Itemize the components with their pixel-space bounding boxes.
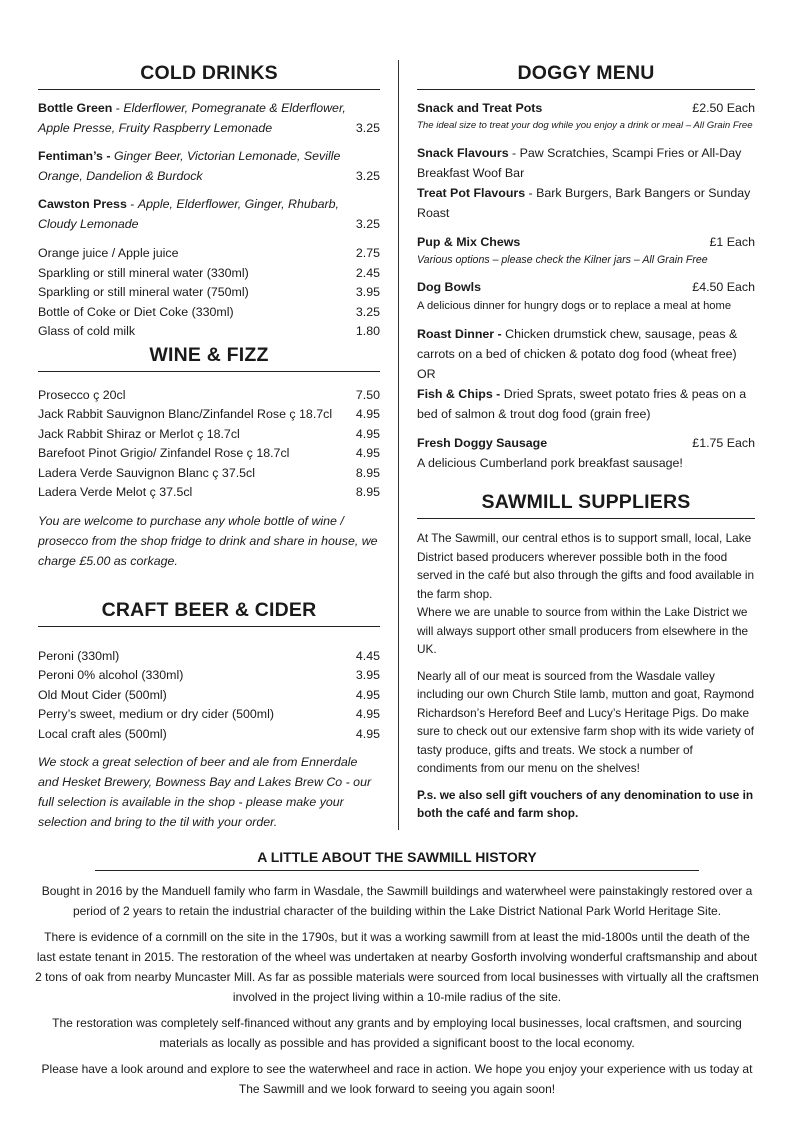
item-description: - Paw Scratchies, Scampi Fries or All-Day Breakfast Woof Bar — [417, 146, 742, 180]
doggy-menu-title: DOGGY MENU — [417, 62, 755, 90]
item-price: £1.75 Each — [692, 436, 755, 450]
item-price: 3.95 — [355, 285, 380, 299]
item-price: 4.95 — [355, 707, 380, 721]
list-item — [38, 244, 380, 264]
item-label: Jack Rabbit Shiraz or Merlot ç 18.7cl — [38, 426, 240, 441]
item-price: £4.50 Each — [692, 280, 755, 294]
drink-flavours: Elderflower, Pomegranate & Elderflower, Apple Presse, Fruity Raspberry Lemonade — [38, 101, 346, 135]
item-price: 4.95 — [355, 407, 380, 421]
item-name: Treat Pot Flavours — [417, 186, 526, 200]
snack-pots-item — [417, 98, 755, 134]
item-name: Dog Bowls — [417, 280, 482, 294]
item-price: 4.95 — [355, 687, 380, 702]
list-item — [38, 386, 380, 406]
list-item — [38, 647, 380, 667]
item-label: Local craft ales (500ml) — [38, 726, 167, 741]
history-paragraph: Please have a look around and explore to see the waterwheel and race in action. We hope you enjoy your experience with us today at The Sawmill and we look forward to seeing you again soon! — [41, 1062, 753, 1096]
list-item — [38, 283, 380, 303]
suppliers-paragraph — [417, 529, 755, 603]
chews-item — [417, 232, 755, 268]
cold-drinks-featured — [38, 98, 380, 234]
item-price: £2.50 Each — [692, 101, 755, 115]
snack-flavours — [417, 143, 755, 183]
suppliers-title: SAWMILL SUPPLIERS — [417, 491, 755, 519]
item-label: Prosecco ç 20cl — [38, 387, 126, 402]
item-description: A delicious Cumberland pork breakfast sausage! — [417, 456, 683, 470]
beer-list — [38, 647, 380, 745]
item-name: Snack Flavours — [417, 146, 509, 160]
item-price: 3.95 — [355, 668, 380, 682]
list-item — [38, 425, 380, 445]
cold-drinks-title: COLD DRINKS — [38, 62, 380, 90]
list-item — [38, 725, 380, 745]
item-label: Barefoot Pinot Grigio/ Zinfandel Rose ç 18.7cl — [38, 446, 290, 460]
history-paragraph: Bought in 2016 by the Manduell family who farm in Wasdale, the Sawmill buildings and waterwheel were painstakingly restored over a period of 2 years to retain the industrial character of the building within the Lake District National Park World Heritage Site. — [41, 884, 753, 918]
wine-title: WINE & FIZZ — [38, 344, 380, 372]
item-price: 8.95 — [355, 485, 380, 499]
drink-brand: Bottle Green — [38, 101, 113, 115]
drink-separator: - — [112, 101, 124, 115]
wine-list — [38, 386, 380, 503]
item-price: 4.95 — [355, 426, 380, 441]
item-price: 2.45 — [355, 265, 380, 280]
history-paragraph: There is evidence of a cornmill on the site in the 1790s, but it was a working sawmill from at least the mid-1800s until the death of the last estate tenant in 2015. The restoration of the wheel was undertaken at nearby Gosforth involving wonderful craftsmanship and about 2 tons of oak from nearby Muncaster Mill. As far as possible materials were sourced from local businesses with virtually all the craftsmen involved in the project living within a 10-mile radius of the site. — [35, 930, 759, 1004]
list-item — [38, 464, 380, 484]
roast-dinner — [417, 324, 755, 364]
right-column — [417, 62, 755, 831]
item-price: 7.50 — [355, 387, 380, 402]
sausage-item — [417, 433, 755, 473]
item-label: Bottle of Coke or Diet Coke (330ml) — [38, 304, 234, 319]
suppliers-paragraph: Where we are unable to source from within the Lake District we will always support other small producers from elsewhere in the UK. — [417, 605, 749, 656]
item-label: Old Mout Cider (500ml) — [38, 687, 167, 702]
list-item — [38, 705, 380, 725]
list-item — [38, 405, 380, 425]
paragraph-text: At The Sawmill, our central ethos is to support small, local, Lake District based producers wherever possible both in the food served in the café but also through the gifts and food available in the farm shop. — [417, 531, 755, 601]
item-price: 1.80 — [355, 324, 380, 338]
suppliers-paragraph: Nearly all of our meat is sourced from the Wasdale valley including our own Church Stile lamb, mutton and goat, Raymond Richardson’s Hereford Beef and Lucy’s Heritage Pigs. Do make sure to check out our extensive farm shop with its wide variety of tasty produce, gifts and treats. We stock a number of condiments from our menu on the shelves! — [417, 668, 755, 775]
featured-drink — [38, 194, 380, 234]
item-price: 4.45 — [355, 648, 380, 663]
item-description: Dried Sprats, sweet potato fries & peas on a bed of salmon & trout dog food (grain free) — [417, 387, 747, 421]
item-label: Ladera Verde Sauvignon Blanc ç 37.5cl — [38, 465, 255, 480]
list-item — [38, 322, 380, 342]
list-item — [38, 483, 380, 503]
item-description: Various options – please check the Kilner jars – All Grain Free — [417, 254, 708, 266]
item-label: Ladera Verde Melot ç 37.5cl — [38, 485, 193, 499]
history-title: A LITTLE ABOUT THE SAWMILL HISTORY — [95, 849, 699, 871]
item-price: 8.95 — [355, 465, 380, 480]
drink-flavours: Apple, Elderflower, Ginger, Rhubarb, Cloudy Lemonade — [38, 197, 339, 231]
item-label: Jack Rabbit Sauvignon Blanc/Zinfandel Rose ç 18.7cl — [38, 407, 333, 421]
item-name: Snack and Treat Pots — [417, 101, 543, 115]
item-description: - Bark Burgers, Bark Bangers or Sunday Roast — [417, 186, 751, 220]
beer-title: CRAFT BEER & CIDER — [38, 599, 380, 627]
featured-drink — [38, 98, 380, 138]
column-divider — [398, 60, 399, 830]
featured-drink — [38, 146, 380, 186]
item-price: £1 Each — [709, 235, 755, 249]
beer-note: We stock a great selection of beer and ale from Ennerdale and Hesket Brewery, Bowness Bay and Lakes Brew Co - our full selection is available in the shop - please make your selection and bring to the til with your order. — [38, 755, 372, 829]
drink-flavours: Ginger Beer, Victorian Lemonade, Seville Orange, Dandelion & Burdock — [38, 149, 341, 183]
drink-price: 3.25 — [355, 217, 380, 231]
item-label: Peroni 0% alcohol (330ml) — [38, 668, 184, 682]
history-section — [35, 849, 759, 1105]
item-price: 3.25 — [355, 304, 380, 319]
cold-drinks-list — [38, 244, 380, 342]
corkage-note: You are welcome to purchase any whole bottle of wine / prosecco from the shop fridge to drink and share in house, we charge £5.00 as corkage. — [38, 513, 378, 568]
list-item — [38, 666, 380, 686]
drink-separator: - — [126, 197, 138, 211]
drink-brand: Fentiman’s - — [38, 149, 111, 163]
drink-brand: Cawston Press — [38, 197, 127, 211]
item-description: The ideal size to treat your dog while you enjoy a drink or meal – All Grain Free — [417, 120, 753, 131]
or-label: OR — [417, 367, 436, 381]
item-description: A delicious dinner for hungry dogs or to replace a meal at home — [417, 300, 732, 312]
bowls-item — [417, 277, 755, 315]
treat-pot-flavours — [417, 183, 755, 223]
gift-voucher-note: P.s. we also sell gift vouchers of any denomination to use in both the café and farm shop. — [417, 787, 754, 820]
item-price: 4.95 — [355, 446, 380, 460]
item-price: 4.95 — [355, 726, 380, 741]
item-label: Peroni (330ml) — [38, 648, 120, 663]
item-name: Pup & Mix Chews — [417, 235, 521, 249]
item-label: Sparkling or still mineral water (750ml) — [38, 285, 249, 299]
left-column — [38, 62, 380, 832]
item-label: Glass of cold milk — [38, 324, 136, 338]
item-name: Roast Dinner - — [417, 327, 502, 341]
drink-price: 3.25 — [355, 121, 380, 135]
item-label: Orange juice / Apple juice — [38, 246, 179, 260]
drink-price: 3.25 — [355, 169, 380, 183]
item-description: Chicken drumstick chew, sausage, peas & carrots on a bed of chicken & potato dog food (wheat free) — [417, 327, 738, 361]
list-item — [38, 264, 380, 284]
item-name: Fish & Chips - — [417, 387, 501, 401]
list-item — [38, 444, 380, 464]
history-paragraph: The restoration was completely self-financed without any grants and by employing local businesses, local craftsmen, and sourcing materials as locally as possible and has provided a significant boost to the local economy. — [52, 1016, 742, 1050]
item-price: 2.75 — [355, 246, 380, 260]
list-item — [38, 686, 380, 706]
fish-and-chips — [417, 384, 755, 424]
item-label: Sparkling or still mineral water (330ml) — [38, 265, 249, 280]
item-label: Perry’s sweet, medium or dry cider (500ml) — [38, 707, 274, 721]
item-name: Fresh Doggy Sausage — [417, 436, 548, 450]
list-item — [38, 303, 380, 323]
